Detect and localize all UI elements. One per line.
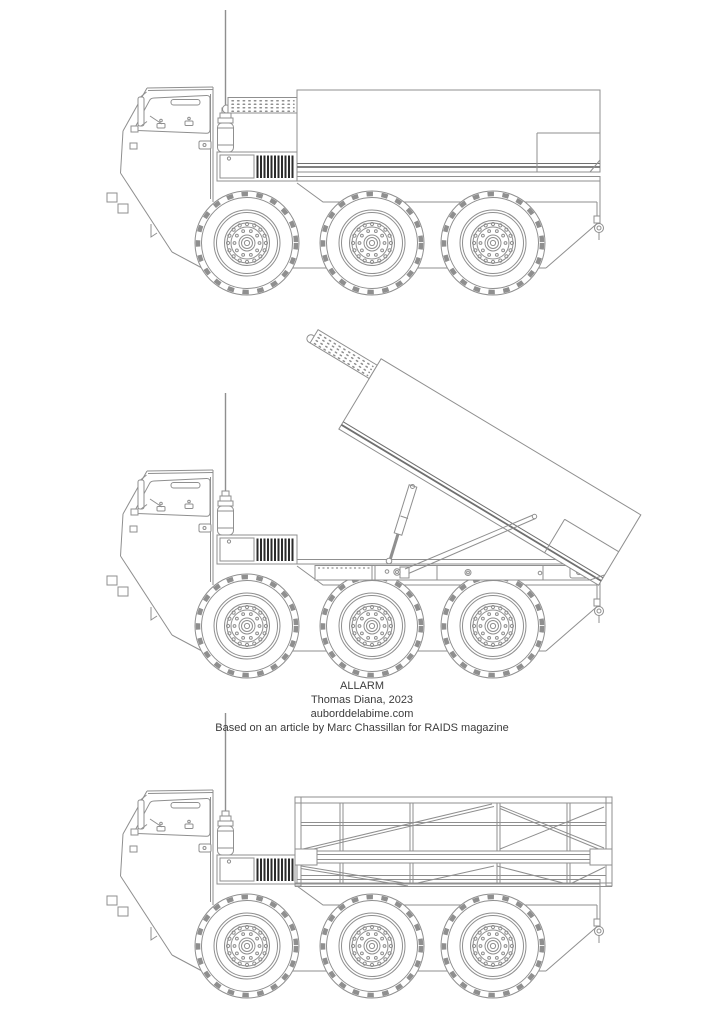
view-cargo-frame [107,713,612,998]
drawing-author: Thomas Diana, 2023 [310,694,414,706]
caption-block [0,679,724,735]
rack-posts [340,803,570,883]
drawing-website: auborddelabime.com [310,708,414,720]
rack-beam [295,849,612,865]
rack-diagonals [301,804,605,886]
drawing-credit: Based on an article by Marc Chassillan for RAIDS magazine [215,722,509,734]
hydraulic-cylinder [386,485,417,564]
cargo-bed [315,566,590,581]
view-travel-position [107,10,604,295]
rack-frame [295,797,612,887]
launcher-elevated [275,320,641,585]
view-launcher-elevated [107,320,641,678]
drawing-title: ALLARM [339,680,385,692]
